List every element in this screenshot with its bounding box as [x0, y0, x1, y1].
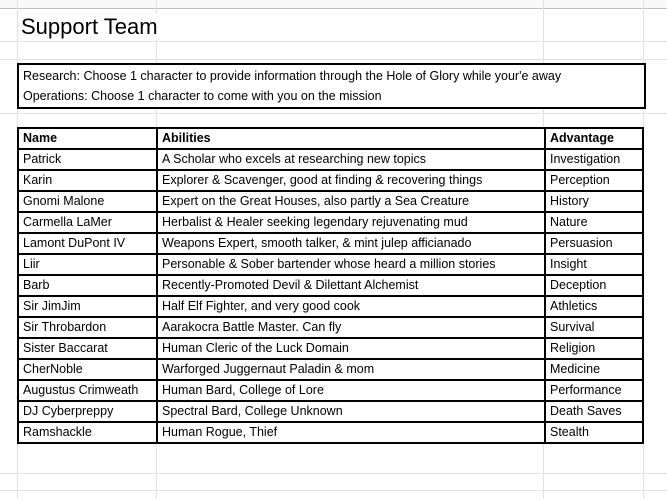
grid-row-line [0, 473, 667, 474]
instructions-box[interactable] [17, 63, 646, 109]
table-row [18, 233, 643, 254]
support-team-table [17, 127, 644, 444]
cell-name[interactable]: DJ Cyberpreppy [18, 401, 157, 422]
table-row [18, 170, 643, 191]
cell-name[interactable]: Liir [18, 254, 157, 275]
grid-row-line [0, 113, 667, 114]
cell-name[interactable]: Sir Throbardon [18, 317, 157, 338]
table-header-row [18, 128, 643, 149]
cell-name[interactable]: Lamont DuPont IV [18, 233, 157, 254]
cell-abilities[interactable]: Recently-Promoted Devil & Dilettant Alchemist [157, 275, 545, 296]
cell-name[interactable]: Gnomi Malone [18, 191, 157, 212]
cell-advantage[interactable]: Persuasion [545, 233, 643, 254]
cell-advantage[interactable]: Insight [545, 254, 643, 275]
table-row [18, 401, 643, 422]
cell-abilities[interactable]: A Scholar who excels at researching new topics [157, 149, 545, 170]
research-instruction[interactable]: Research: Choose 1 character to provide information through the Hole of Glory while your'e away [23, 69, 562, 83]
cell-name[interactable]: Barb [18, 275, 157, 296]
cell-name[interactable]: Augustus Crimweath [18, 380, 157, 401]
cell-name[interactable]: Ramshackle [18, 422, 157, 443]
cell-name[interactable]: Karin [18, 170, 157, 191]
cell-abilities[interactable]: Human Cleric of the Luck Domain [157, 338, 545, 359]
grid-row-line [0, 490, 667, 491]
cell-advantage[interactable]: Stealth [545, 422, 643, 443]
table-row [18, 275, 643, 296]
table-row [18, 422, 643, 443]
table-row [18, 317, 643, 338]
table-row [18, 338, 643, 359]
cell-advantage[interactable]: Deception [545, 275, 643, 296]
cell-name[interactable]: CherNoble [18, 359, 157, 380]
cell-abilities[interactable]: Spectral Bard, College Unknown [157, 401, 545, 422]
cell-abilities[interactable]: Expert on the Great Houses, also partly a Sea Creature [157, 191, 545, 212]
cell-advantage[interactable]: Perception [545, 170, 643, 191]
cell-abilities[interactable]: Human Bard, College of Lore [157, 380, 545, 401]
cell-advantage[interactable]: Survival [545, 317, 643, 338]
cell-abilities[interactable]: Explorer & Scavenger, good at finding & recovering things [157, 170, 545, 191]
table-row [18, 212, 643, 233]
cell-advantage[interactable]: Religion [545, 338, 643, 359]
cell-abilities[interactable]: Weapons Expert, smooth talker, & mint julep afficianado [157, 233, 545, 254]
table-row [18, 296, 643, 317]
cell-abilities[interactable]: Half Elf Fighter, and very good cook [157, 296, 545, 317]
cell-advantage[interactable]: Performance [545, 380, 643, 401]
header-name[interactable]: Name [18, 128, 157, 149]
cell-abilities[interactable]: Warforged Juggernaut Paladin & mom [157, 359, 545, 380]
grid-row-line [0, 59, 667, 60]
cell-advantage[interactable]: Death Saves [545, 401, 643, 422]
cell-advantage[interactable]: Medicine [545, 359, 643, 380]
cell-abilities[interactable]: Personable & Sober bartender whose heard a million stories [157, 254, 545, 275]
cell-advantage[interactable]: Athletics [545, 296, 643, 317]
cell-name[interactable]: Sir JimJim [18, 296, 157, 317]
operations-instruction[interactable]: Operations: Choose 1 character to come with you on the mission [23, 89, 382, 103]
cell-name[interactable]: Carmella LaMer [18, 212, 157, 233]
cell-advantage[interactable]: Nature [545, 212, 643, 233]
header-advantage[interactable]: Advantage [545, 128, 643, 149]
table-row [18, 359, 643, 380]
cell-abilities[interactable]: Aarakocra Battle Master. Can fly [157, 317, 545, 338]
cell-abilities[interactable]: Human Rogue, Thief [157, 422, 545, 443]
header-abilities[interactable]: Abilities [157, 128, 545, 149]
sheet-title[interactable]: Support Team [21, 14, 162, 40]
table-row [18, 380, 643, 401]
table-row [18, 254, 643, 275]
cell-name[interactable]: Patrick [18, 149, 157, 170]
grid-row-line [0, 41, 667, 42]
table-row [18, 149, 643, 170]
cell-advantage[interactable]: History [545, 191, 643, 212]
cell-advantage[interactable]: Investigation [545, 149, 643, 170]
cell-name[interactable]: Sister Baccarat [18, 338, 157, 359]
cell-abilities[interactable]: Herbalist & Healer seeking legendary rejuvenating mud [157, 212, 545, 233]
table-row [18, 191, 643, 212]
top-cell-strip [0, 0, 667, 9]
